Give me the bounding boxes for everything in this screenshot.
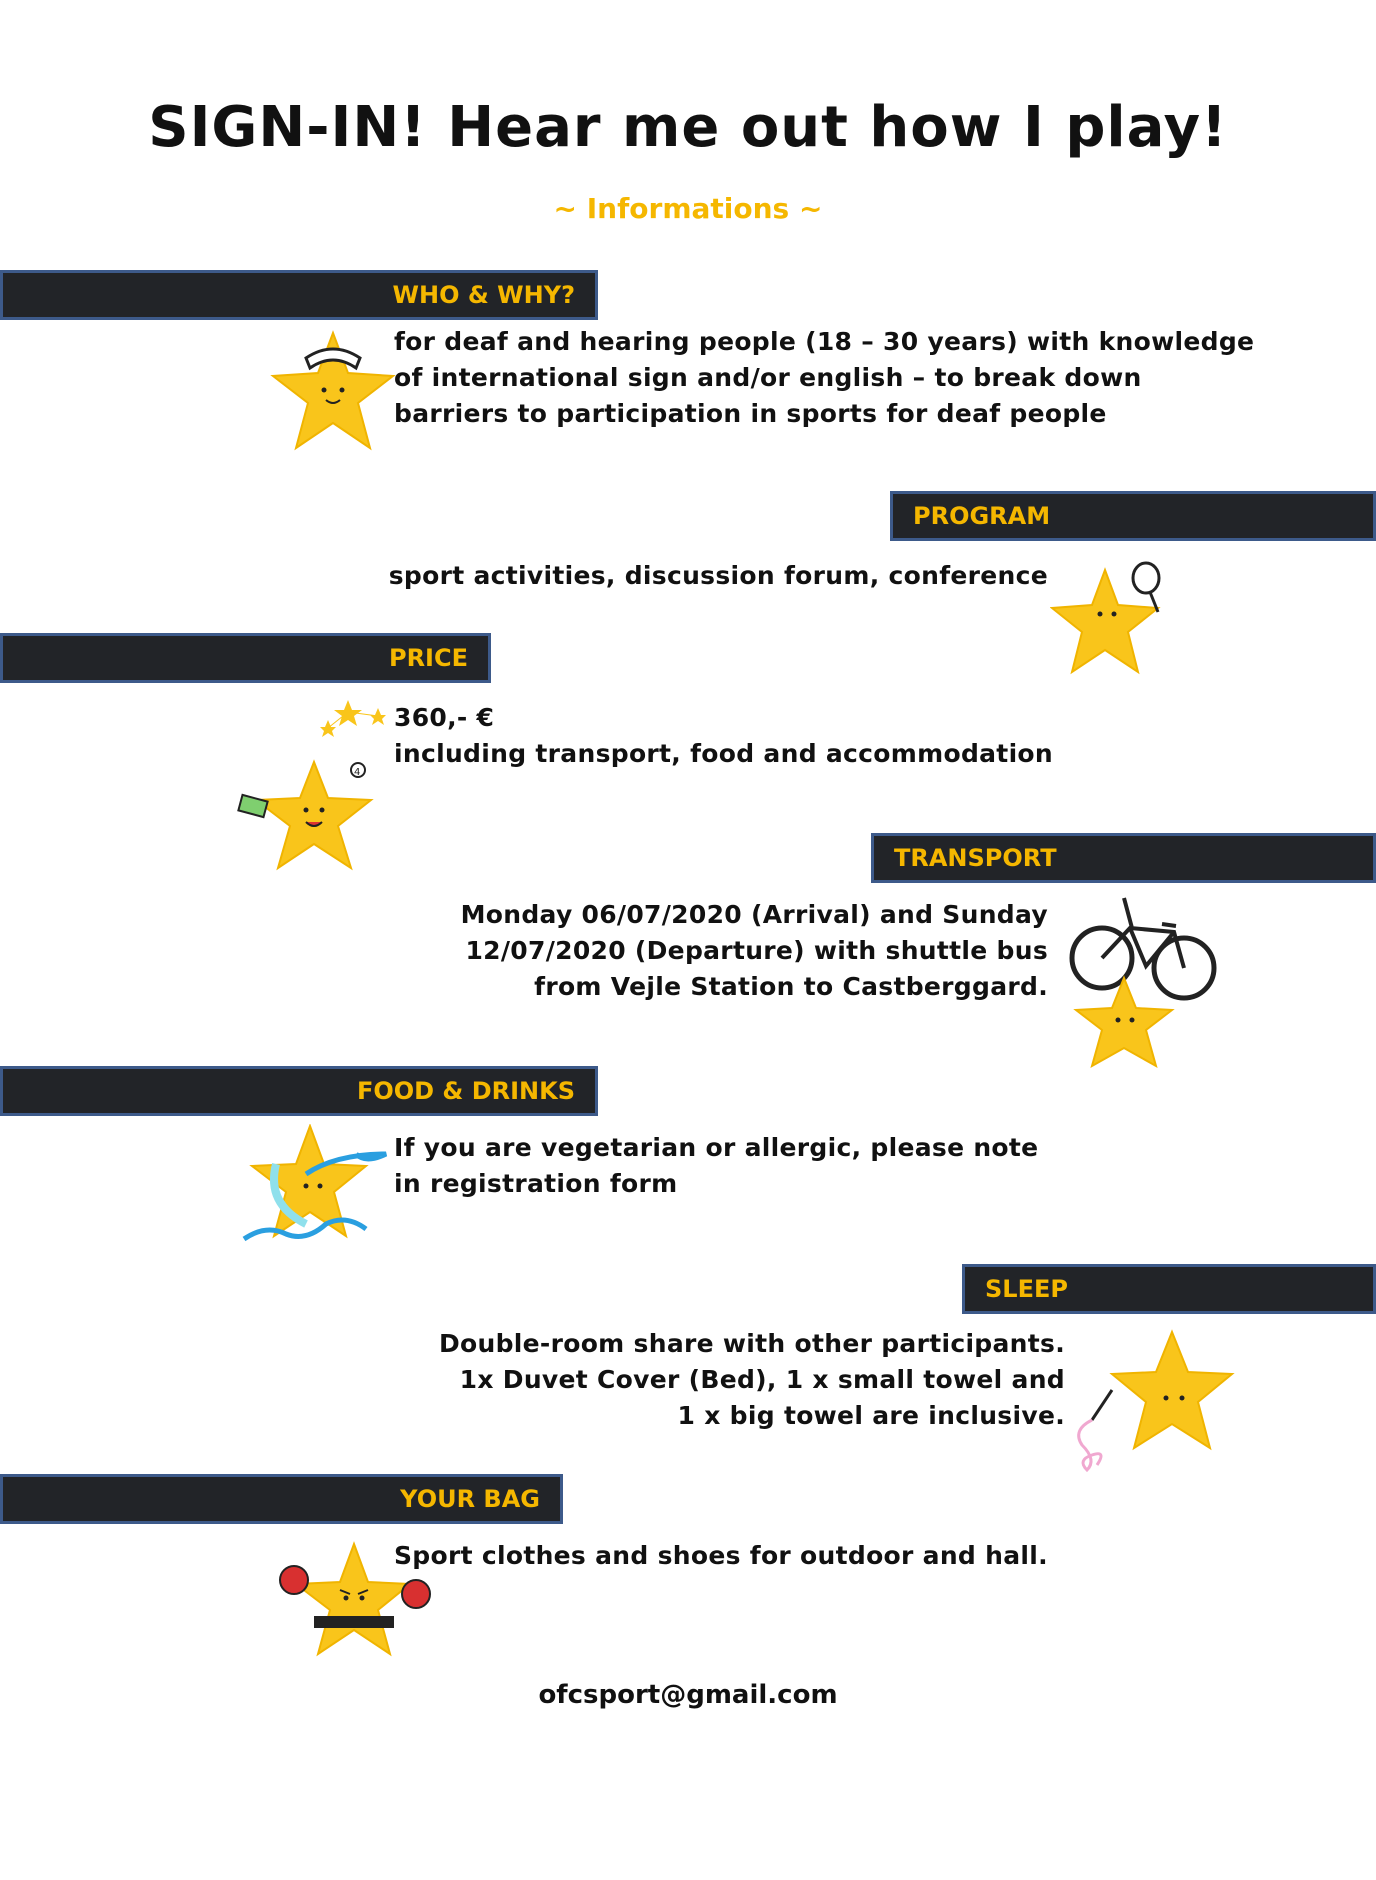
svg-text:4: 4 xyxy=(354,767,361,778)
text-line: 360,- € xyxy=(394,703,495,732)
star-ribbon-icon xyxy=(236,1124,396,1254)
section-heading-transport: TRANSPORT xyxy=(871,833,1376,883)
text-line: sport activities, discussion forum, conference xyxy=(388,561,1048,590)
section-body-food xyxy=(394,1130,1038,1202)
section-body-price xyxy=(394,700,1053,772)
text-line: barriers to participation in sports for deaf people xyxy=(394,399,1107,428)
section-heading-who: WHO & WHY? xyxy=(0,270,598,320)
star-bicycle-icon xyxy=(1064,888,1224,1078)
section-heading-sleep: SLEEP xyxy=(962,1264,1376,1314)
section-body-transport xyxy=(461,897,1048,1005)
text-line: from Vejle Station to Castberggard. xyxy=(534,972,1048,1001)
text-line: Sport clothes and shoes for outdoor and hall. xyxy=(394,1541,1048,1570)
section-body-bag xyxy=(394,1538,1048,1574)
section-body-program xyxy=(389,558,1048,594)
text-line: in registration form xyxy=(394,1169,678,1198)
page-subtitle: ~ Informations ~ xyxy=(553,192,823,225)
text-line: If you are vegetarian or allergic, please note xyxy=(394,1133,1039,1162)
text-line: 12/07/2020 (Departure) with shuttle bus xyxy=(465,936,1048,965)
contact-email[interactable]: ofcsport@gmail.com xyxy=(538,1680,838,1710)
star-badminton-icon xyxy=(1050,550,1170,690)
text-line: Double-room share with other participants. xyxy=(438,1329,1065,1358)
section-heading-price: PRICE xyxy=(0,633,491,683)
section-heading-food: FOOD & DRINKS xyxy=(0,1066,598,1116)
text-line: of international sign and/or english – to break down xyxy=(394,363,1142,392)
text-line: including transport, food and accommodation xyxy=(394,739,1054,768)
text-line: 1x Duvet Cover (Bed), 1 x small towel and xyxy=(459,1365,1065,1394)
text-line: 1 x big towel are inclusive. xyxy=(677,1401,1065,1430)
star-gymnastics-icon xyxy=(1062,1320,1252,1480)
text-line: Monday 06/07/2020 (Arrival) and Sunday xyxy=(460,900,1048,929)
page-title: SIGN-IN! Hear me out how I play! xyxy=(148,95,1228,160)
star-with-headband-icon xyxy=(268,328,398,463)
section-body-who xyxy=(394,324,1254,432)
text-line: for deaf and hearing people (18 – 30 years) with knowledge xyxy=(394,327,1255,356)
section-heading-program: PROGRAM xyxy=(890,491,1376,541)
section-heading-bag: YOUR BAG xyxy=(0,1474,563,1524)
section-body-sleep xyxy=(439,1326,1065,1434)
star-money-icon xyxy=(236,690,386,885)
